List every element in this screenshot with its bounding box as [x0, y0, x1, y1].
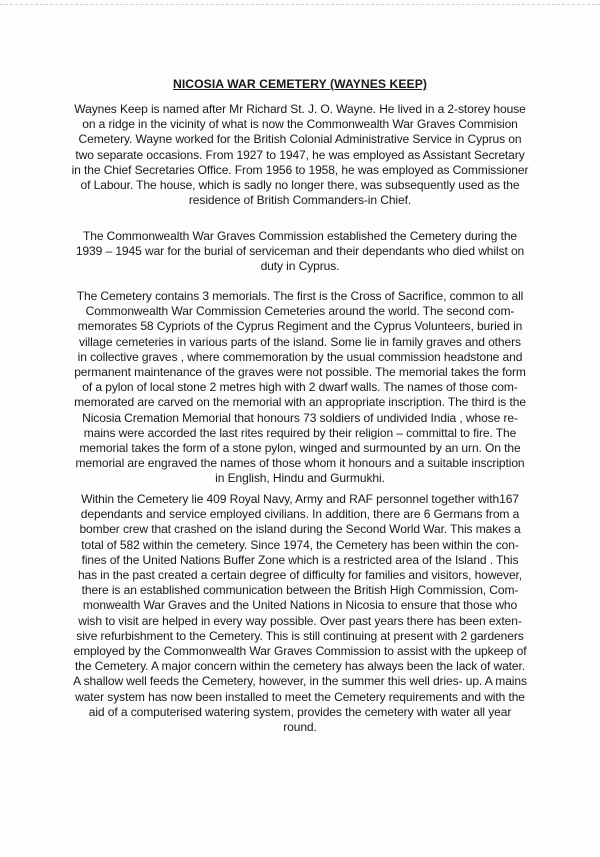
- scan-edge-line: [0, 4, 600, 5]
- text-line: Commonwealth War Commission Cemeteries around the world. The second com-: [85, 304, 515, 319]
- text-line: in collective graves , where commemoration by the usual commission headstone and: [77, 349, 523, 364]
- text-line: dependants and service employed civilians. In addition, there are 6 Germans from a: [80, 507, 520, 522]
- text-line: two separate occasions. From 1927 to 1947, he was employed as Assistant Secretary: [75, 147, 525, 162]
- text-line: residence of British Commanders-in Chief.: [188, 193, 412, 208]
- text-line: fines of the United Nations Buffer Zone which is a restricted area of the Island . This: [81, 552, 519, 567]
- text-line: the Cemetery. A major concern within the cemetery has always been the lack of water.: [74, 659, 526, 674]
- paragraph-cemetery-establishment: [32, 229, 568, 275]
- text-line: water system has now been installed to meet the Cemetery requirements and with the: [75, 689, 525, 704]
- text-line: bomber crew that crashed on the island during the Second World War. This makes a: [79, 522, 521, 537]
- text-line: memorated are carved on the memorial with an appropriate inscription. The third is the: [74, 395, 526, 410]
- document-title: NICOSIA WAR CEMETERY (WAYNES KEEP): [172, 77, 428, 91]
- text-line: memorial takes the form of a stone pylon, winged and surmounted by an urn. On the: [79, 441, 521, 456]
- text-line: mains were accorded the last rites required by their religion – committal to fire. The: [83, 425, 517, 440]
- text-line: aid of a computerised watering system, provides the cemetery with water all year: [88, 704, 512, 719]
- text-line: in the Chief Secretaries Office. From 1956 to 1958, he was employed as Commissioner: [71, 162, 529, 177]
- text-line: monwealth War Graves and the United Nations in Nicosia to ensure that those who: [82, 598, 518, 613]
- text-line: memorates 58 Cypriots of the Cyprus Regiment and the Cyprus Volunteers, buried in: [77, 319, 523, 334]
- text-line: permanent maintenance of the graves were not possible. The memorial takes the form: [74, 365, 526, 380]
- text-line: village cemeteries in various parts of the island. Some lie in family graves and others: [79, 334, 521, 349]
- text-line: Nicosia Cremation Memorial that honours 73 soldiers of undivided India , whose re-: [82, 410, 518, 425]
- text-line: wish to visit are helped in every way possible. Over past years there has been exten-: [78, 613, 522, 628]
- text-line: employed by the Commonwealth War Graves Commission to assist with the upkeep of: [73, 644, 527, 659]
- paragraph-waynes-keep-origin: [32, 102, 568, 208]
- text-line: of a pylon of local stone 2 metres high with 2 dwarf walls. The names of those com-: [82, 380, 518, 395]
- text-line: on a ridge in the vicinity of what is now the Commonwealth War Graves Commision: [82, 117, 518, 132]
- text-line: duty in Cyprus.: [260, 259, 340, 274]
- text-line: A shallow well feeds the Cemetery, however, in the summer this well dries- up. A mains: [73, 674, 527, 689]
- text-line: of Labour. The house, which is sadly no longer there, was subsequently used as the: [80, 178, 520, 193]
- text-line: sive refurbishment to the Cemetery. This is still continuing at present with 2 gardeners: [76, 628, 524, 643]
- text-line: round.: [283, 720, 317, 735]
- text-line: memorial are engraved the names of those whom it honours and a suitable inscription: [75, 456, 525, 471]
- text-line: The Commonwealth War Graves Commission established the Cemetery during the: [82, 229, 518, 243]
- text-line: Cemetery. Wayne worked for the British Colonial Administrative Service in Cyprus on: [78, 132, 522, 147]
- text-line: total of 582 within the cemetery. Since 1974, the Cemetery has been within the con-: [81, 537, 519, 552]
- text-line: 1939 – 1945 war for the burial of serviceman and their dependants who died whilst on: [75, 244, 525, 259]
- paragraph-memorials: [32, 289, 568, 487]
- text-line: Within the Cemetery lie 409 Royal Navy, Army and RAF personnel together with167: [81, 492, 519, 506]
- text-line: there is an established communication between the British High Commission, Com-: [81, 583, 519, 598]
- text-line: The Cemetery contains 3 memorials. The first is the Cross of Sacrifice, common to all: [76, 289, 524, 303]
- paragraph-burials-and-upkeep: [32, 492, 568, 735]
- text-line: Waynes Keep is named after Mr Richard St. J. O. Wayne. He lived in a 2-storey house: [74, 102, 526, 116]
- text-line: has in the past created a certain degree of difficulty for families and visitors, however,: [77, 568, 523, 583]
- text-line: in English, Hindu and Gurmukhi.: [215, 471, 385, 486]
